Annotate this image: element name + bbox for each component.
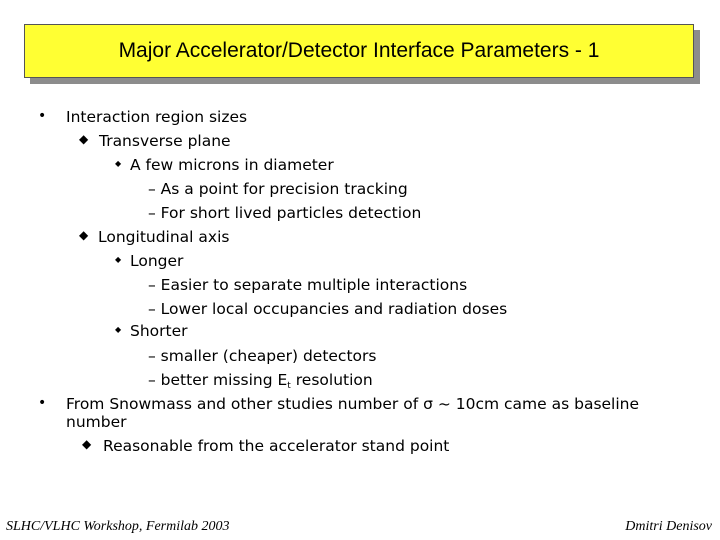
bullet-short-lived: – For short lived particles detection <box>148 204 422 222</box>
diamond-bullet-icon: ◆ <box>79 228 89 242</box>
bullet-few-microns: A few microns in diameter <box>130 156 334 174</box>
bullet-separate-interactions: – Easier to separate multiple interactions <box>148 276 468 294</box>
bullet-lower-occupancies: – Lower local occupancies and radiation doses <box>148 300 508 318</box>
footer-left: SLHC/VLHC Workshop, Fermilab 2003 <box>6 519 230 534</box>
et-subscript: t <box>287 381 291 391</box>
title-box <box>24 24 694 78</box>
diamond-bullet-icon: ◆ <box>79 132 89 146</box>
bullet-snowmass-line1: From Snowmass and other studies number of σ ~ 10cm came as baseline <box>66 395 640 413</box>
small-diamond-bullet-icon: ◆ <box>115 255 122 264</box>
resolution-text: resolution <box>290 371 373 389</box>
small-diamond-bullet-icon: ◆ <box>115 325 122 334</box>
bullet-longer: Longer <box>130 252 184 270</box>
bullet-snowmass-line2: number <box>66 413 127 431</box>
bullet-smaller-detectors: – smaller (cheaper) detectors <box>148 347 377 365</box>
diamond-bullet-icon: ◆ <box>82 437 92 451</box>
dot-bullet-icon: • <box>38 108 47 124</box>
small-diamond-bullet-icon: ◆ <box>115 159 122 168</box>
footer-right: Dmitri Denisov <box>625 519 712 534</box>
dot-bullet-icon: • <box>38 395 47 411</box>
bullet-interaction-region: Interaction region sizes <box>66 108 248 126</box>
bullet-point-tracking: – As a point for precision tracking <box>148 180 408 198</box>
bullet-reasonable: Reasonable from the accelerator stand point <box>103 437 450 455</box>
bullet-longitudinal-axis: Longitudinal axis <box>98 228 230 246</box>
bullet-transverse-plane: Transverse plane <box>99 132 231 150</box>
slide-title: Major Accelerator/Detector Interface Parameters - 1 <box>118 39 600 62</box>
bullet-shorter: Shorter <box>130 322 188 340</box>
missing-et-text: – better missing E <box>148 371 288 389</box>
bullet-missing-et <box>148 370 373 396</box>
